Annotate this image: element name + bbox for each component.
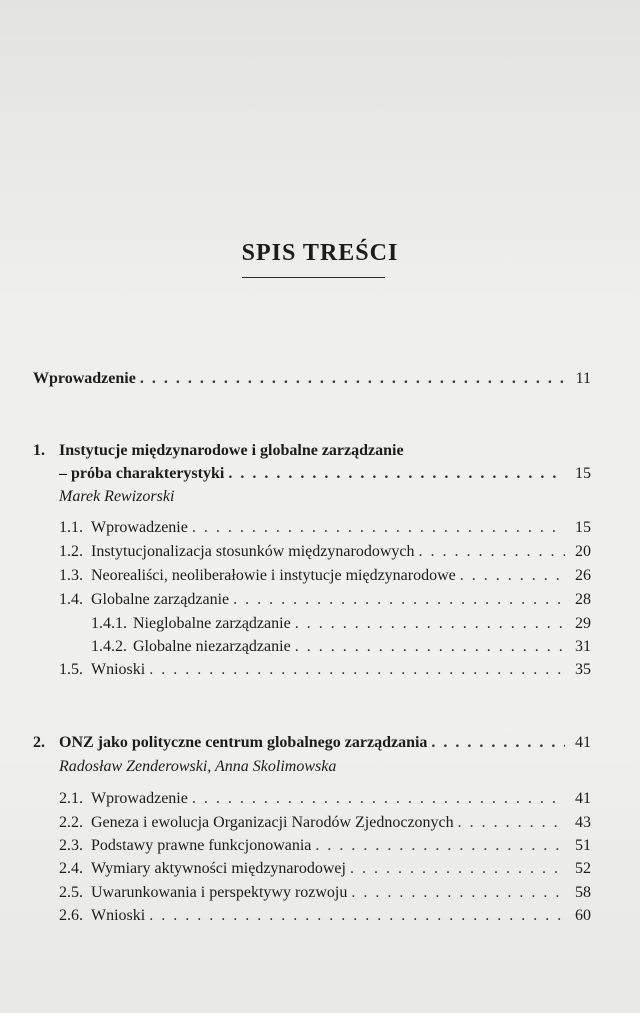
toc-entry-section[interactable] <box>59 518 591 538</box>
toc-page-number: 29 <box>575 615 591 632</box>
toc-page-number: 58 <box>575 884 591 901</box>
toc-entry-section[interactable] <box>59 789 591 809</box>
section-label: Wprowadzenie <box>91 790 188 807</box>
toc-entry-section[interactable] <box>59 859 591 879</box>
section-number: 1.4. <box>59 591 83 608</box>
dot-leader <box>233 590 565 610</box>
dot-leader <box>351 883 565 903</box>
toc-page-number: 51 <box>575 837 591 854</box>
title-underline <box>242 277 385 278</box>
dot-leader <box>315 836 565 856</box>
dot-leader <box>192 789 565 809</box>
toc-entry-section[interactable] <box>59 590 591 610</box>
section-label: Instytucjonalizacja stosunków międzynarodowych <box>91 543 415 560</box>
toc-page-number: 41 <box>575 790 591 807</box>
section-number: 2.6. <box>59 907 83 924</box>
toc-page-number: 41 <box>575 734 591 751</box>
chapter-number: 1. <box>33 442 45 459</box>
toc-page-number: 43 <box>575 814 591 831</box>
toc-entry-subsection[interactable] <box>91 614 591 634</box>
chapter-title-line1: Instytucje międzynarodowe i globalne zarządzanie <box>59 442 404 459</box>
section-label: Wnioski <box>91 661 146 678</box>
chapter-number: 2. <box>33 734 45 751</box>
chapter-author: Radosław Zenderowski, Anna Skolimowska <box>59 758 337 775</box>
section-number: 1.3. <box>59 567 83 584</box>
section-label: Globalne zarządzanie <box>91 591 230 608</box>
section-number: 1.4.1. <box>91 615 127 632</box>
toc-page-number: 35 <box>575 661 591 678</box>
toc-entry-section[interactable] <box>59 542 591 562</box>
dot-leader <box>458 813 565 833</box>
toc-page-number: 11 <box>575 370 591 387</box>
toc-page-number: 52 <box>575 860 591 877</box>
dot-leader <box>295 614 565 634</box>
page-title: SPIS TREŚCI <box>241 240 399 266</box>
dot-leader <box>192 518 565 538</box>
toc-entry-chapter-1[interactable] <box>59 464 591 484</box>
section-label: Nieglobalne zarządzanie <box>133 615 291 632</box>
toc-entry-section[interactable] <box>59 906 591 926</box>
dot-leader <box>149 660 565 680</box>
toc-entry-section[interactable] <box>59 813 591 833</box>
toc-entry-intro[interactable] <box>33 369 591 389</box>
chapter-title-line2: – próba charakterystyki <box>59 465 225 482</box>
section-number: 2.1. <box>59 790 83 807</box>
dot-leader <box>140 369 565 389</box>
toc-entry-section[interactable] <box>59 566 591 586</box>
dot-leader <box>460 566 565 586</box>
dot-leader <box>431 733 565 753</box>
section-label: Wnioski <box>91 907 146 924</box>
dot-leader <box>149 906 565 926</box>
toc-entry-section[interactable] <box>59 883 591 903</box>
dot-leader <box>350 859 565 879</box>
toc-page-number: 15 <box>575 465 591 482</box>
dot-leader <box>228 464 565 484</box>
section-number: 2.5. <box>59 884 83 901</box>
section-number: 1.1. <box>59 519 83 536</box>
section-label: Wprowadzenie <box>91 519 188 536</box>
chapter-author: Marek Rewizorski <box>59 488 175 505</box>
section-number: 2.3. <box>59 837 83 854</box>
toc-entry-section[interactable] <box>59 836 591 856</box>
section-number: 1.2. <box>59 543 83 560</box>
section-number: 1.4.2. <box>91 638 127 655</box>
dot-leader <box>295 637 565 657</box>
toc-entry-chapter-2[interactable] <box>59 733 591 753</box>
dot-leader <box>418 542 565 562</box>
section-label: Uwarunkowania i perspektywy rozwoju <box>91 884 348 901</box>
section-label: Wymiary aktywności międzynarodowej <box>91 860 346 877</box>
section-label: Geneza i ewolucja Organizacji Narodów Zjednoczonych <box>91 814 454 831</box>
section-number: 2.2. <box>59 814 83 831</box>
section-number: 1.5. <box>59 661 83 678</box>
section-label: Podstawy prawne funkcjonowania <box>91 837 312 854</box>
chapter-title-line1: ONZ jako polityczne centrum globalnego zarządzania <box>59 734 428 751</box>
toc-page-number: 20 <box>575 543 591 560</box>
section-number: 2.4. <box>59 860 83 877</box>
toc-entry-subsection[interactable] <box>91 637 591 657</box>
toc-page-number: 26 <box>575 567 591 584</box>
toc-page-number: 31 <box>575 638 591 655</box>
toc-entry-label: Wprowadzenie <box>33 370 136 387</box>
toc-page-number: 28 <box>575 591 591 608</box>
toc-page-number: 15 <box>575 519 591 536</box>
section-label: Globalne niezarządzanie <box>133 638 291 655</box>
toc-page-number: 60 <box>575 907 591 924</box>
toc-entry-section[interactable] <box>59 660 591 680</box>
section-label: Neorealiści, neoliberałowie i instytucje międzynarodowe <box>91 567 456 584</box>
